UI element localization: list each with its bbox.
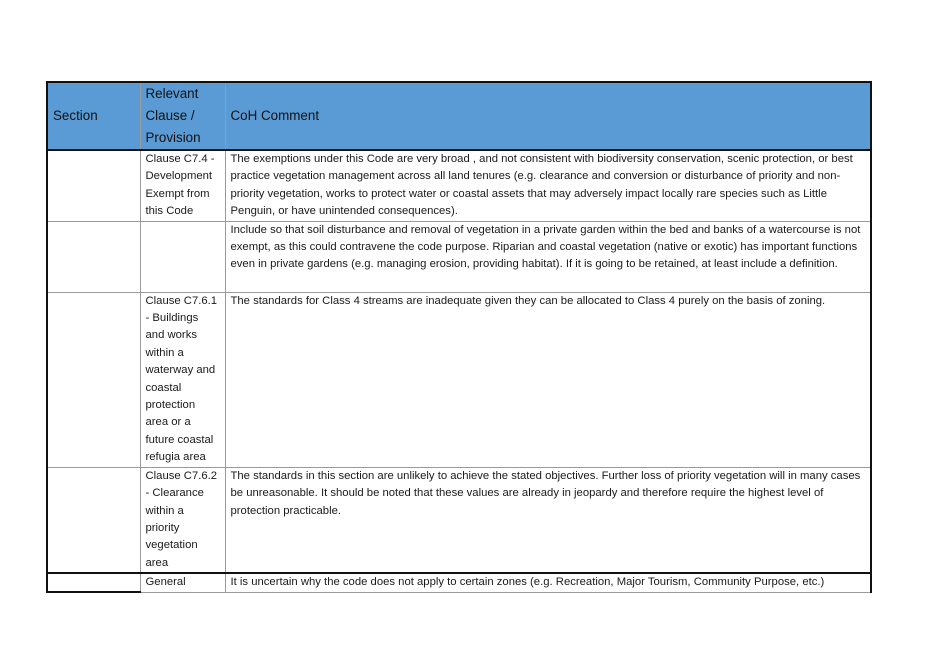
table-row [47,573,871,592]
table-row [47,292,871,467]
header-comment: CoH Comment [225,82,871,150]
header-clause-line: Provision [145,130,201,145]
section-cell [47,467,140,573]
comment-cell: The standards for Class 4 streams are inadequate given they can be allocated to Class 4 purely on the basis of zoning. [225,292,871,467]
table-row [47,221,871,292]
header-clause-line: Clause / [145,108,195,123]
section-cell [47,150,140,221]
clause-cell [140,221,225,292]
header-section: Section [47,82,140,150]
clause-cell: Clause C7.6.2 - Clearance within a priority vegetation area [140,467,225,573]
comment-cell: Include so that soil disturbance and removal of vegetation in a private garden within the bed and banks of a watercourse is not exempt, as this could contravene the code purpose. Riparian and coastal vegetation (native or exotic) has important functions even in private gardens (e.g. managing erosion, providing habitat). If it is going to be retained, at least include a definition. [225,221,871,292]
table-header-row [47,82,871,150]
table-row [47,467,871,573]
comment-cell: It is uncertain why the code does not apply to certain zones (e.g. Recreation, Major Tourism, Community Purpose, etc.) [225,573,871,592]
comment-cell: The standards in this section are unlikely to achieve the stated objectives. Further loss of priority vegetation will in many cases be unreasonable. It should be noted that these values are already in jeopardy and therefore require the highest level of protection practicable. [225,467,871,573]
header-clause-line: Relevant [145,86,199,101]
section-cell [47,221,140,292]
comment-cell: The exemptions under this Code are very broad , and not consistent with biodiversity conservation, scenic protection, or best practice vegetation management across all land tenures (e.g. clearance and conversion or disturbance of priority and non-priority vegetation, works to protect water or coastal assets that may adversely impact locally rare species such as Little Penguin, or have unintended consequences). [225,150,871,221]
section-cell [47,292,140,467]
section-cell [47,573,140,592]
clause-cell: Clause C7.4 - Development Exempt from this Code [140,150,225,221]
table-row [47,150,871,221]
comments-table [46,81,872,593]
header-clause [140,82,225,150]
clause-cell: General [140,573,225,592]
clause-cell: Clause C7.6.1 - Buildings and works within a waterway and coastal protection area or a future coastal refugia area [140,292,225,467]
